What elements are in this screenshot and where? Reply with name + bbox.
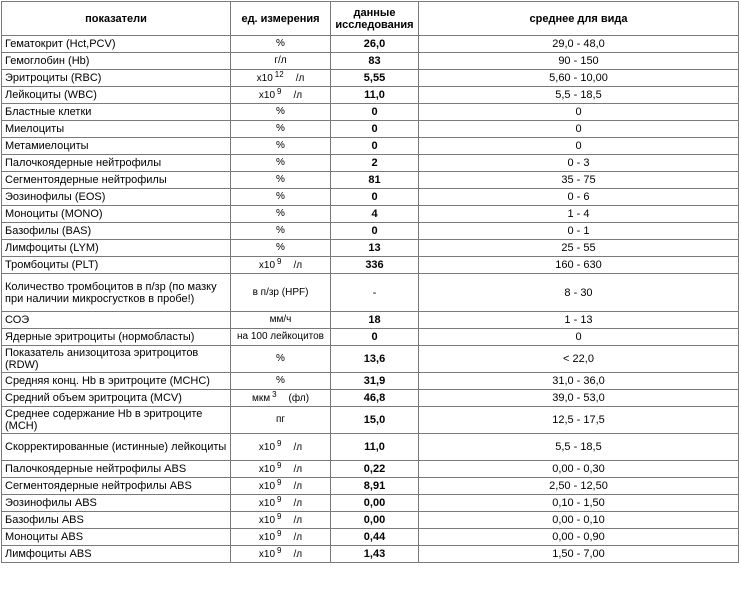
table-row	[2, 529, 739, 546]
header-value: данные исследования	[331, 2, 419, 36]
row-reference: 0,00 - 0,10	[419, 512, 739, 529]
row-reference: 1 - 13	[419, 312, 739, 329]
row-value: 0	[331, 329, 419, 346]
row-name: Метамиелоциты	[2, 138, 231, 155]
row-name: Эозинофилы ABS	[2, 495, 231, 512]
row-name: Палочкоядерные нейтрофилы ABS	[2, 461, 231, 478]
table-row	[2, 546, 739, 563]
row-name: Гемоглобин (Hb)	[2, 53, 231, 70]
row-reference: 1,50 - 7,00	[419, 546, 739, 563]
row-unit: x10 9 /л	[231, 546, 331, 563]
row-reference: 29,0 - 48,0	[419, 36, 739, 53]
table-row	[2, 206, 739, 223]
row-name: Моноциты (MONO)	[2, 206, 231, 223]
row-reference: 12,5 - 17,5	[419, 407, 739, 434]
row-value: 0	[331, 138, 419, 155]
row-reference: 160 - 630	[419, 257, 739, 274]
row-name: Эритроциты (RBC)	[2, 70, 231, 87]
row-value: 15,0	[331, 407, 419, 434]
table-row	[2, 36, 739, 53]
header-reference: среднее для вида	[419, 2, 739, 36]
row-name: Лимфоциты ABS	[2, 546, 231, 563]
row-unit: на 100 лейкоцитов	[231, 329, 331, 346]
row-reference: 0 - 1	[419, 223, 739, 240]
row-reference: 35 - 75	[419, 172, 739, 189]
row-unit: x10 12 /л	[231, 70, 331, 87]
row-unit: x10 9 /л	[231, 87, 331, 104]
row-value: 31,9	[331, 373, 419, 390]
table-row	[2, 329, 739, 346]
row-value: 11,0	[331, 434, 419, 461]
row-name: Гематокрит (Hct,PCV)	[2, 36, 231, 53]
row-value: 0,00	[331, 512, 419, 529]
row-unit: x10 9 /л	[231, 529, 331, 546]
row-value: 0,44	[331, 529, 419, 546]
row-unit: %	[231, 172, 331, 189]
table-row	[2, 189, 739, 206]
row-name: Эозинофилы (EOS)	[2, 189, 231, 206]
row-unit: x10 9 /л	[231, 257, 331, 274]
row-name: Базофилы ABS	[2, 512, 231, 529]
table-row	[2, 461, 739, 478]
row-reference: 0	[419, 138, 739, 155]
row-value: 8,91	[331, 478, 419, 495]
table-row	[2, 407, 739, 434]
row-reference: 0 - 6	[419, 189, 739, 206]
header-row	[2, 2, 739, 36]
row-value: 13,6	[331, 346, 419, 373]
row-name: Ядерные эритроциты (нормобласты)	[2, 329, 231, 346]
row-name: Средний объем эритроцита (MCV)	[2, 390, 231, 407]
table-row	[2, 478, 739, 495]
table-row	[2, 87, 739, 104]
row-reference: < 22,0	[419, 346, 739, 373]
row-value: 83	[331, 53, 419, 70]
row-name: Лейкоциты (WBC)	[2, 87, 231, 104]
row-unit: %	[231, 36, 331, 53]
row-unit: x10 9 /л	[231, 478, 331, 495]
row-unit: x10 9 /л	[231, 461, 331, 478]
row-value: 0	[331, 104, 419, 121]
row-unit: %	[231, 138, 331, 155]
row-name: СОЭ	[2, 312, 231, 329]
row-unit: %	[231, 206, 331, 223]
table-row	[2, 121, 739, 138]
row-unit: в п/зр (HPF)	[231, 274, 331, 312]
row-value: 2	[331, 155, 419, 172]
table-row	[2, 373, 739, 390]
row-value: 26,0	[331, 36, 419, 53]
row-name: Бластные клетки	[2, 104, 231, 121]
row-value: -	[331, 274, 419, 312]
row-reference: 0	[419, 104, 739, 121]
row-reference: 0 - 3	[419, 155, 739, 172]
row-name: Палочкоядерные нейтрофилы	[2, 155, 231, 172]
row-unit: мм/ч	[231, 312, 331, 329]
row-unit: %	[231, 155, 331, 172]
row-reference: 0,00 - 0,30	[419, 461, 739, 478]
row-value: 46,8	[331, 390, 419, 407]
table-row	[2, 346, 739, 373]
row-unit: %	[231, 346, 331, 373]
table-row	[2, 390, 739, 407]
row-unit: %	[231, 223, 331, 240]
row-reference: 5,5 - 18,5	[419, 434, 739, 461]
row-name: Тромбоциты (PLT)	[2, 257, 231, 274]
row-unit: x10 9 /л	[231, 495, 331, 512]
table-row	[2, 274, 739, 312]
row-name: Среднее содержание Hb в эритроците (MCH)	[2, 407, 231, 434]
table-row	[2, 53, 739, 70]
row-name: Моноциты ABS	[2, 529, 231, 546]
row-reference: 90 - 150	[419, 53, 739, 70]
row-unit: пг	[231, 407, 331, 434]
row-unit: мкм 3 (фл)	[231, 390, 331, 407]
row-name: Средняя конц. Hb в эритроците (MCHC)	[2, 373, 231, 390]
table-row	[2, 512, 739, 529]
row-name: Сегментоядерные нейтрофилы ABS	[2, 478, 231, 495]
row-value: 18	[331, 312, 419, 329]
row-reference: 0,10 - 1,50	[419, 495, 739, 512]
row-name: Базофилы (BAS)	[2, 223, 231, 240]
row-reference: 31,0 - 36,0	[419, 373, 739, 390]
row-value: 0	[331, 189, 419, 206]
header-name: показатели	[2, 2, 231, 36]
table-row	[2, 312, 739, 329]
row-unit: %	[231, 240, 331, 257]
table-row	[2, 155, 739, 172]
row-reference: 5,60 - 10,00	[419, 70, 739, 87]
row-reference: 1 - 4	[419, 206, 739, 223]
row-value: 11,0	[331, 87, 419, 104]
row-unit: x10 9 /л	[231, 434, 331, 461]
row-reference: 39,0 - 53,0	[419, 390, 739, 407]
row-unit: %	[231, 121, 331, 138]
row-name: Лимфоциты (LYM)	[2, 240, 231, 257]
row-value: 336	[331, 257, 419, 274]
row-reference: 0,00 - 0,90	[419, 529, 739, 546]
row-reference: 25 - 55	[419, 240, 739, 257]
row-value: 1,43	[331, 546, 419, 563]
row-unit: %	[231, 104, 331, 121]
table-row	[2, 70, 739, 87]
header-unit: ед. измерения	[231, 2, 331, 36]
row-name: Скорректированные (истинные) лейкоциты	[2, 434, 231, 461]
row-value: 81	[331, 172, 419, 189]
row-value: 13	[331, 240, 419, 257]
row-value: 5,55	[331, 70, 419, 87]
row-reference: 2,50 - 12,50	[419, 478, 739, 495]
row-value: 0,00	[331, 495, 419, 512]
table-row	[2, 495, 739, 512]
row-reference: 0	[419, 329, 739, 346]
row-name: Количество тромбоцитов в п/зр (по мазку при наличии микросгустков в пробе!)	[2, 274, 231, 312]
row-value: 4	[331, 206, 419, 223]
table-row	[2, 257, 739, 274]
table-row	[2, 138, 739, 155]
row-unit: г/л	[231, 53, 331, 70]
row-name: Показатель анизоцитоза эритроцитов (RDW)	[2, 346, 231, 373]
row-value: 0	[331, 223, 419, 240]
row-unit: %	[231, 189, 331, 206]
table-row	[2, 223, 739, 240]
row-reference: 8 - 30	[419, 274, 739, 312]
table-row	[2, 104, 739, 121]
row-reference: 5,5 - 18,5	[419, 87, 739, 104]
row-unit: %	[231, 373, 331, 390]
row-name: Сегментоядерные нейтрофилы	[2, 172, 231, 189]
table-row	[2, 240, 739, 257]
row-value: 0,22	[331, 461, 419, 478]
row-name: Миелоциты	[2, 121, 231, 138]
row-unit: x10 9 /л	[231, 512, 331, 529]
row-value: 0	[331, 121, 419, 138]
blood-test-table	[1, 1, 739, 563]
row-reference: 0	[419, 121, 739, 138]
table-row	[2, 172, 739, 189]
table-row	[2, 434, 739, 461]
